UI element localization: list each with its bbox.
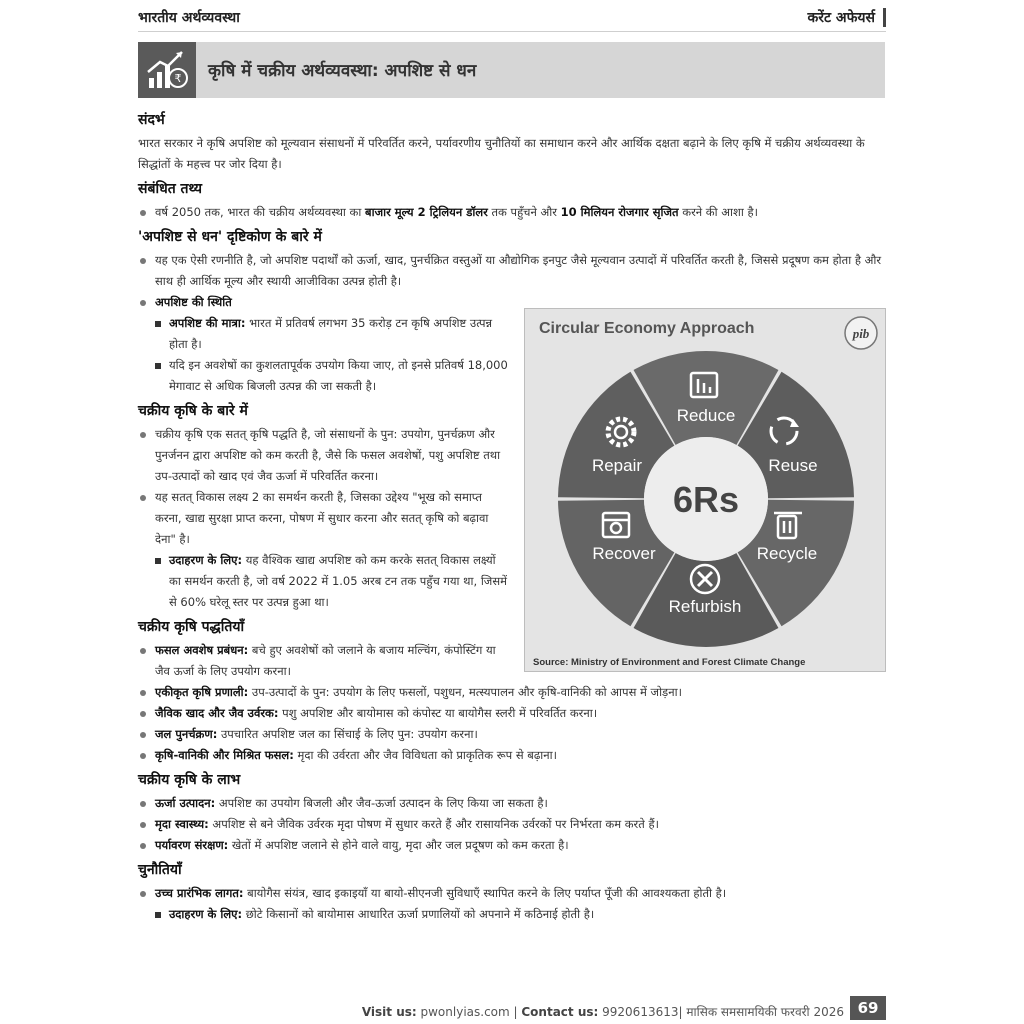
challenges-heading: चुनौतियाँ — [138, 862, 182, 878]
center-hub — [644, 437, 768, 561]
magazine-issue: | मासिक समसामयिकी फरवरी 2026 — [678, 1005, 844, 1019]
list-item: अपशिष्ट की स्थिति अपशिष्ट की मात्रा: भारत में प्रतिवर्ष लगभग 35 करोड़ टन कृषि अपशिष्ट उत्पन्न होता है। यदि इन अवशेषों का कुशलतापूर्वक उपयोग किया जाए, तो इनसे प्रतिवर्ष 18,000 मेगावाट से अधिक बिजली उत्पन्न की जा सकती है। — [138, 292, 508, 397]
list-item: जल पुनर्चक्रण: उपचारित अपशिष्ट जल का सिंचाई के लिए पुन: उपयोग करना। — [138, 724, 886, 745]
list-item: फसल अवशेष प्रबंधन: बचे हुए अवशेषों को जलाने के बजाय मल्चिंग, कंपोस्टिंग या जैव ऊर्जा के लिए उपयोग करना। — [138, 640, 508, 682]
svg-text:₹: ₹ — [174, 72, 182, 85]
article-title: कृषि में चक्रीय अर्थव्यवस्था: अपशिष्ट से धन — [208, 61, 477, 81]
contact-number: 9920613613 — [598, 1005, 679, 1019]
article-banner — [138, 42, 885, 98]
figure-title: Circular Economy Approach — [539, 320, 755, 337]
context-text: भारत सरकार ने कृषि अपशिष्ट को मूल्यवान संसाधनों में परिवर्तित करने, पर्यावरणीय चुनौतियों का समाधान करने और आर्थिक दक्षता बढ़ाने के लिए कृषि में चक्रीय अर्थव्यवस्था के सिद्धांतों के महत्त्व पर जोर दिया है। — [138, 136, 865, 171]
waste-wealth-heading: 'अपशिष्ट से धन' दृष्टिकोण के बारे में — [138, 229, 322, 245]
sub-list — [155, 313, 508, 397]
facts-heading: संबंधित तथ्य — [138, 181, 203, 197]
sub-list-item: अपशिष्ट की मात्रा: भारत में प्रतिवर्ष लगभग 35 करोड़ टन कृषि अपशिष्ट उत्पन्न होता है। — [155, 313, 508, 355]
circular-agri-list — [138, 424, 508, 613]
list-item: चक्रीय कृषि एक सतत् कृषि पद्धति है, जो संसाधनों के पुन: उपयोग, पुनर्चक्रण और पुनर्जनन द्वारा अपशिष्ट को कम करती है, जैसे कि फसल अवशेषों, पशु अपशिष्ट तथा उप-उत्पादों को खाद एवं जैव ऊर्जा में परिवर्तित करना। — [138, 424, 508, 487]
segment-label-reduce: Reduce — [676, 406, 736, 425]
sub-list-item: उदाहरण के लिए: यह वैश्विक खाद्य अपशिष्ट को कम करके सतत् विकास लक्ष्यों का समर्थन करती है, जो वर्ष 2022 में 1.05 अरब टन तक पहुँच गया था, जिसमें से 60% घरेलू स्तर पर उत्पन्न हुआ था। — [155, 550, 508, 613]
sub-list — [155, 550, 508, 613]
growth-chart-rupee-icon — [138, 42, 196, 98]
category-name: करेंट अफेयर्स — [808, 8, 886, 27]
visit-label: Visit us: — [361, 1005, 417, 1019]
list-item: यह एक ऐसी रणनीति है, जो अपशिष्ट पदार्थों को ऊर्जा, खाद, पुनर्चक्रित वस्तुओं या औद्योगिक इनपुट जैसे मूल्यवान उत्पादों में परिवर्तित करती है, जिससे प्रदूषण कम होता है और साथ ही आर्थिक मूल्य और स्थायी आजीविका उत्पन्न होती है। — [138, 250, 886, 292]
website-link[interactable]: pwonlyias.com — [416, 1005, 510, 1019]
running-header — [138, 6, 886, 32]
sub-list-item: यदि इन अवशेषों का कुशलतापूर्वक उपयोग किया जाए, तो इनसे प्रतिवर्ष 18,000 मेगावाट से अधिक बिजली उत्पन्न की जा सकती है। — [155, 355, 508, 397]
segment-label-refurbish: Refurbish — [668, 597, 742, 616]
section-name: भारतीय अर्थव्यवस्था — [138, 10, 240, 26]
list-item: एकीकृत कृषि प्रणाली: उप-उत्पादों के पुन: उपयोग के लिए फसलों, पशुधन, मत्स्यपालन और कृषि-वानिकी को आपस में जोड़ना। — [138, 682, 886, 703]
facts-list — [138, 202, 886, 223]
page-number: 69 — [850, 996, 886, 1020]
list-item: पर्यावरण संरक्षण: खेतों में अपशिष्ट जलाने से होने वाले वायु, मृदा और जल प्रदूषण को कम करता है। — [138, 835, 886, 856]
pib-logo — [845, 317, 877, 349]
sub-list-item: उदाहरण के लिए: छोटे किसानों को बायोमास आधारित ऊर्जा प्रणालियों को अपनाने में कठिनाई होती है। — [155, 904, 886, 925]
list-item: जैविक खाद और जैव उर्वरक: पशु अपशिष्ट और बायोमास को कंपोस्ट या बायोगैस स्लरी में परिवर्तित करना। — [138, 703, 886, 724]
center-label: 6Rs — [672, 479, 740, 520]
list-item: कृषि-वानिकी और मिश्रित फसल: मृदा की उर्वरता और जैव विविधता को प्राकृतिक रूप से बढ़ाना। — [138, 745, 886, 766]
segment-label-recycle: Recycle — [756, 544, 818, 563]
list-item: वर्ष 2050 तक, भारत की चक्रीय अर्थव्यवस्था का बाजार मूल्य 2 ट्रिलियन डॉलर तक पहुँचने और 10 मिलियन रोजगार सृजित करने की आशा है। — [138, 202, 886, 223]
benefits-heading: चक्रीय कृषि के लाभ — [138, 772, 241, 788]
list-item: ऊर्जा उत्पादन: अपशिष्ट का उपयोग बिजली और जैव-ऊर्जा उत्पादन के लिए किया जा सकता है। — [138, 793, 886, 814]
circular-economy-figure — [524, 308, 886, 672]
figure-source: Source: Ministry of Environment and Forest Climate Change — [533, 657, 806, 668]
svg-text:pib: pib — [852, 326, 870, 341]
challenges-list — [138, 883, 886, 925]
context-heading: संदर्भ — [138, 112, 165, 128]
list-item: उच्च प्रारंभिक लागत: बायोगैस संयंत्र, खाद इकाइयाँ या बायो-सीएनजी सुविधाएँ स्थापित करने के लिए पर्याप्त पूँजी की आवश्यकता होती है। उदाहरण के लिए: छोटे किसानों को बायोमास आधारित ऊर्जा प्रणालियों को अपनाने में कठिनाई होती है। — [138, 883, 886, 925]
footer-text: Visit us: pwonlyias.com | Contact us: 9920613613| मासिक समसामयिकी फरवरी 2026 — [361, 1005, 844, 1019]
list-item: मृदा स्वास्थ्य: अपशिष्ट से बने जैविक उर्वरक मृदा पोषण में सुधार करते हैं और रासायनिक उर्वरकों पर निर्भरता कम करते हैं। — [138, 814, 886, 835]
sub-list — [155, 904, 886, 925]
page-footer — [0, 996, 1024, 1024]
practices-heading: चक्रीय कृषि पद्धतियाँ — [138, 619, 245, 635]
segment-label-reuse: Reuse — [768, 456, 818, 475]
segment-label-repair: Repair — [591, 456, 643, 475]
list-item: यह सतत् विकास लक्ष्य 2 का समर्थन करती है, जिसका उद्देश्य "भूख को समाप्त करना, खाद्य सुरक्षा प्राप्त करना, पोषण में सुधार करना और सतत् कृषि को बढ़ावा देना" है। उदाहरण के लिए: यह वैश्विक खाद्य अपशिष्ट को कम करके सतत् विकास लक्ष्यों का समर्थन करती है, जो वर्ष 2022 में 1.05 अरब टन तक पहुँच गया था, जिसमें से 60% घरेलू स्तर पर उत्पन्न हुआ था। — [138, 487, 508, 613]
six-rs-diagram — [525, 309, 887, 673]
contact-label: Contact us: — [521, 1005, 599, 1019]
benefits-list — [138, 793, 886, 856]
segment-label-recover: Recover — [592, 544, 656, 563]
circular-agri-heading: चक्रीय कृषि के बारे में — [138, 403, 248, 419]
